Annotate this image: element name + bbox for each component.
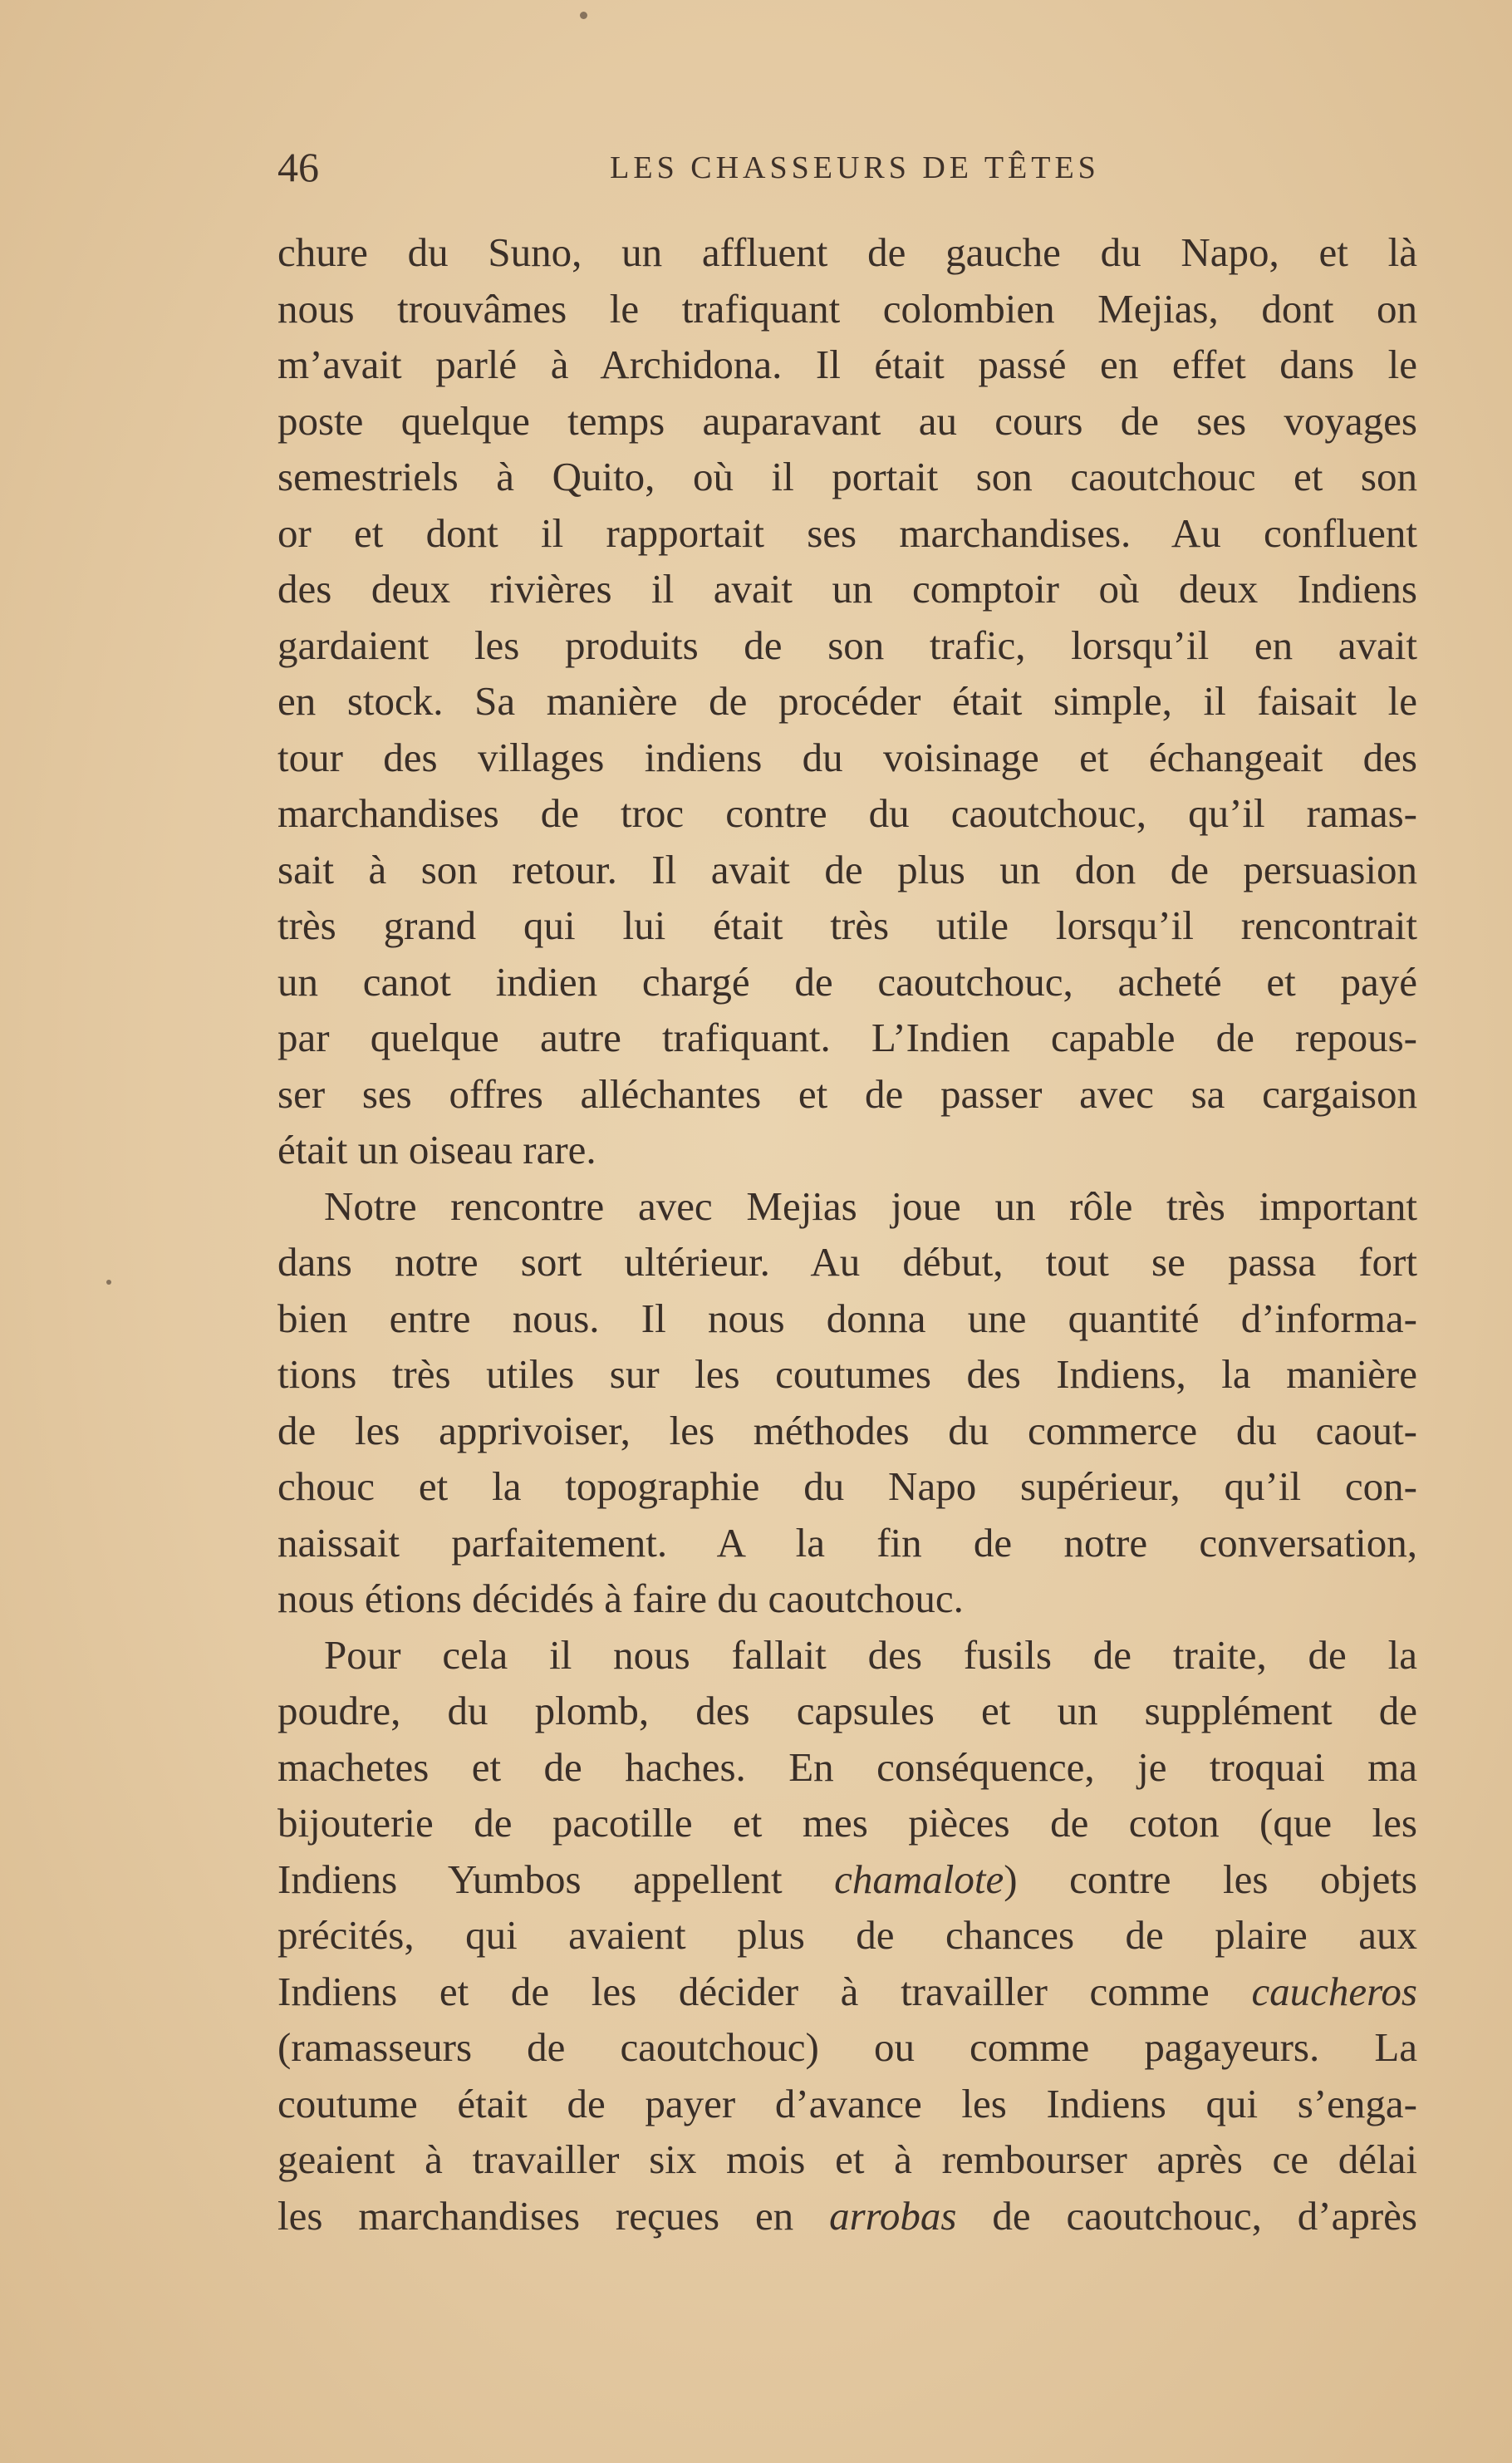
ink-speck	[580, 12, 587, 19]
text-line: tour des villages indiens du voisinage et échangeait des	[277, 734, 1417, 780]
text-line	[277, 1851, 1417, 1908]
running-title: LES CHASSEURS DE TÊTES	[610, 150, 1100, 185]
line-segment: de caoutchouc, d’après	[992, 2192, 1417, 2239]
line-segment: ) contre les objets	[1004, 1856, 1417, 1902]
line-segment: Indiens Yumbos appellent	[277, 1856, 783, 1902]
text-line: dans notre sort ultérieur. Au début, tout se passa fort	[277, 1239, 1417, 1285]
text-line: poste quelque temps auparavant au cours de ses voyages	[277, 397, 1417, 444]
text-line	[277, 2188, 1417, 2244]
paragraph-end-line: nous étions décidés à faire du caoutchouc.	[277, 1576, 964, 1621]
paragraph-start-line: Notre rencontre avec Mejias joue un rôle très important	[324, 1182, 1417, 1229]
text-line: ser ses offres alléchantes et de passer avec sa cargaison	[277, 1070, 1417, 1117]
text-line: de les apprivoiser, les méthodes du commerce du caout-	[277, 1407, 1417, 1453]
italic-term: caucheros	[1251, 1968, 1417, 2014]
text-line: m’avait parlé à Archidona. Il était passé en effet dans le	[277, 342, 1417, 387]
text-line: chure du Suno, un affluent de gauche du Napo, et là	[277, 229, 1417, 275]
text-line: un canot indien chargé de caoutchouc, acheté et payé	[277, 958, 1417, 1005]
text-line: précités, qui avaient plus de chances de plaire aux	[277, 1912, 1417, 1958]
text-line: machetes et de haches. En conséquence, je troquai ma	[277, 1743, 1417, 1790]
text-line: marchandises de troc contre du caoutchouc, qu’il ramas-	[277, 790, 1417, 836]
text-line: très grand qui lui était très utile lorsqu’il rencontrait	[277, 902, 1417, 948]
text-line: coutume était de payer d’avance les Indiens qui s’enga-	[277, 2080, 1417, 2126]
text-line: or et dont il rapportait ses marchandises. Au confluent	[277, 509, 1417, 556]
text-line: (ramasseurs de caoutchouc) ou comme pagayeurs. La	[277, 2024, 1417, 2070]
line-segment: Indiens et de les décider à travailler comme	[277, 1968, 1210, 2014]
text-line	[277, 1964, 1417, 2020]
paragraph-start-line: Pour cela il nous fallait des fusils de traite, de la	[324, 1631, 1417, 1678]
text-line: par quelque autre trafiquant. L’Indien capable de repous-	[277, 1015, 1417, 1060]
text-line: sait à son retour. Il avait de plus un don de persuasion	[277, 846, 1417, 892]
text-line: geaient à travailler six mois et à rembourser après ce délai	[277, 2136, 1417, 2182]
text-line: semestriels à Quito, où il portait son caoutchouc et son	[277, 454, 1417, 499]
text-line: nous trouvâmes le trafiquant colombien Mejias, dont on	[277, 285, 1417, 332]
text-line: tions très utiles sur les coutumes des Indiens, la manière	[277, 1351, 1417, 1397]
text-line: poudre, du plomb, des capsules et un supplément de	[277, 1688, 1417, 1733]
page-number: 46	[277, 144, 319, 190]
text-line: chouc et la topographie du Napo supérieur, qu’il con-	[277, 1463, 1417, 1509]
italic-term: chamalote	[834, 1856, 1004, 1902]
page-header	[277, 143, 1416, 193]
body-text	[277, 224, 1417, 2244]
text-line: en stock. Sa manière de procéder était simple, il faisait le	[277, 678, 1417, 724]
text-line: bijouterie de pacotille et mes pièces de coton (que les	[277, 1800, 1417, 1846]
italic-term: arrobas	[829, 2192, 957, 2239]
text-line: des deux rivières il avait un comptoir où deux Indiens	[277, 566, 1417, 612]
text-line: bien entre nous. Il nous donna une quantité d’informa-	[277, 1295, 1417, 1341]
paragraph-end-line: était un oiseau rare.	[277, 1127, 596, 1173]
line-segment: les marchandises reçues en	[277, 2192, 794, 2239]
text-line: naissait parfaitement. A la fin de notre conversation,	[277, 1519, 1417, 1566]
text-line: gardaient les produits de son trafic, lorsqu’il en avait	[277, 622, 1417, 668]
ink-speck	[106, 1280, 111, 1285]
